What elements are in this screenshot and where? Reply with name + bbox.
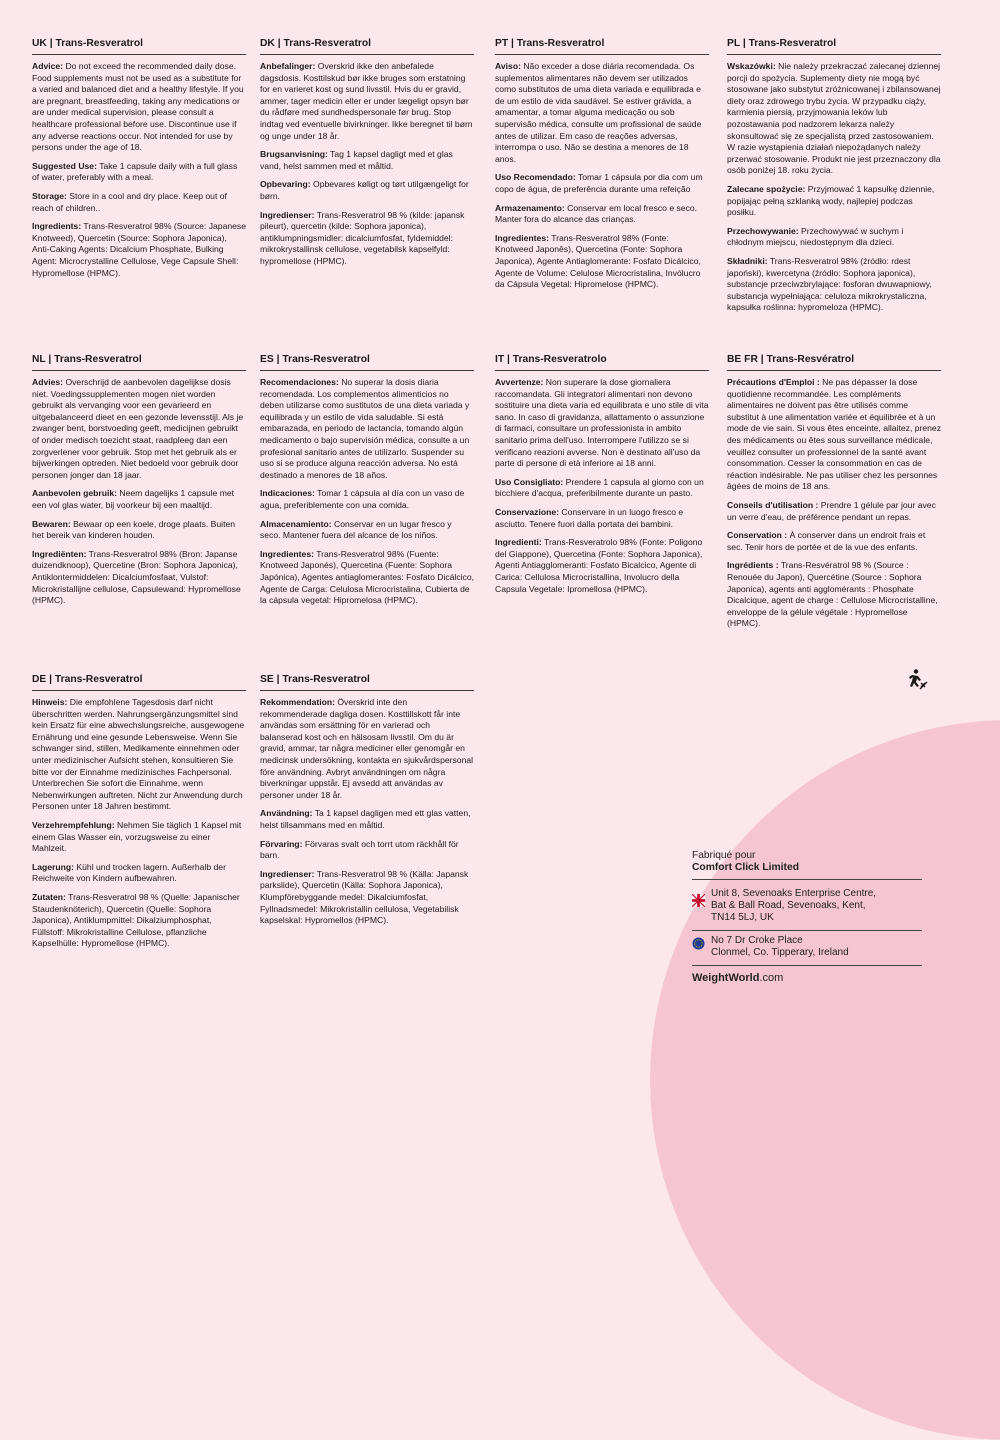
storage-paragraph xyxy=(32,191,246,214)
storage-text: Bewaar op een koele, droge plaats. Buiten het bereik van kinderen houden. xyxy=(32,518,236,541)
section-title: NL | Trans-Resveratrol xyxy=(32,354,246,371)
advice-text: Överskrid inte den rekommenderade dagliga dosen. Kosttillskott får inte användas som ersättning för en varierad och balanserad kost och en hälsosam livsstil. Om du är gravid, ammar, tar några mediciner eller genomgår en medicinsk undersökning, kontakta en sjukvårdspersonal före användning. Avbryt användningen om några biverkningar uppstår. Ej avsedd att användas av personer under 18 år. xyxy=(260,697,474,800)
ingredients-label: Ingredienser: xyxy=(260,209,315,220)
ingredients-text: Trans-Resveratrol 98% (źródło: rdest japoński), kwercetyna (źródło: Sophora japonica), substancje przeciwzbrylające: fosforan dwuwapniowy, substancja wypełniająca: celuloza mikrokrystaliczna, kapsułka roślinna: hypromeloza (HPMC). xyxy=(727,255,932,313)
ingredients-text: Trans-Resveratrol 98 % (Källa: Japansk parkslide), Quercetin (Källa: Sophora Japonica), Klumpförebyggande medel: Dikalciumfosfat, Fyllnadsmedel: Mikrokristallin cellulosa, Vegetabilisk kapselskal: Hypromellos (HPMC). xyxy=(260,868,469,926)
advice-label: Rekommendation: xyxy=(260,697,335,707)
storage-label: Förvaring: xyxy=(260,838,303,849)
advice-label: Advies: xyxy=(32,377,64,387)
use-text: Przyjmować 1 kapsułkę dziennie, popijając pełną szklanką wody, najlepiej podczas posiłku. xyxy=(727,183,935,218)
use-label: Zalecane spożycie: xyxy=(727,183,806,194)
storage-paragraph xyxy=(727,530,941,553)
advice-text: Die empfohlene Tagesdosis darf nicht überschritten werden. Nahrungsergänzungsmittel sind kein Ersatz für eine abwechslungsreiche, ausgewogene Ernährung und eine gesunde Lebensweise. Wenn Sie schwanger sind, stillen, Medikamente einnehmen oder unter medizinischer Aufsicht stehen, konsultieren Sie bitte vor der Einnahme medizinisches Fachpersonal. Unterbrechen Sie sofort die Einnahme, wenn Nebenwirkungen auftreten. Nicht zur Anwendung durch Personen unter 18 Jahren bestimmt. xyxy=(32,697,245,812)
use-label: Verzehrempfehlung: xyxy=(32,819,115,830)
advice-paragraph xyxy=(260,697,474,801)
ingredients-label: Ingrédients : xyxy=(727,560,779,571)
use-paragraph xyxy=(260,488,474,511)
section-title: ES | Trans-Resveratrol xyxy=(260,354,474,371)
storage-label: Bewaren: xyxy=(32,518,71,529)
section-title: SE | Trans-Resveratrol xyxy=(260,674,474,691)
section-es xyxy=(260,354,474,614)
website-tld: .com xyxy=(759,972,784,984)
section-nl xyxy=(32,354,246,614)
storage-text: Opbevares køligt og tørt utilgængeligt for børn. xyxy=(260,179,469,201)
advice-label: Advice: xyxy=(32,61,64,71)
advice-label: Recomendaciones: xyxy=(260,377,339,387)
advice-paragraph xyxy=(727,61,941,177)
ingredients-paragraph xyxy=(260,549,474,607)
storage-label: Lagerung: xyxy=(32,861,75,872)
section-title: IT | Trans-Resveratrolo xyxy=(495,354,709,371)
advice-label: Précautions d'Emploi : xyxy=(727,377,820,387)
ingredients-text: Trans-Resveratrolo 98% (Fonte: Poligono del Giappone), Quercetina (Fonte: Sophora Japonica), Agenti Antiagglomeranti: Fosfato Bicalcico, Agente di Carica: Cellulosa Microcristallina, Involucro della Capsula Vegetale: Ipromellosa (HPMC). xyxy=(495,537,703,594)
storage-label: Storage: xyxy=(32,190,67,201)
advice-text: Non superare la dose giornaliera raccomandata. Gli integratori alimentari non devono sostituire una dieta varia ed equilibrata e uno stile di vita sano. In caso di gravidanza, allattamento o assunzione di farmaci, consultare un professionista in ambito sanitario prima dell'uso. Interrompere l'utilizzo se si verificano reazioni avverse. Non è destinato all'uso da parte di persone di età inferiore ai 18 anni. xyxy=(495,377,709,469)
storage-text: À conserver dans un endroit frais et sec. Tenir hors de portée et de la vue des enfants. xyxy=(727,530,926,552)
ingredients-label: Ingredients: xyxy=(32,221,82,232)
ingredients-paragraph xyxy=(727,560,941,630)
advice-paragraph xyxy=(495,61,709,165)
address-line: Unit 8, Sevenoaks Enterprise Centre, xyxy=(711,888,877,899)
storage-paragraph xyxy=(32,519,246,542)
storage-label: Przechowywanie: xyxy=(727,225,799,236)
storage-paragraph xyxy=(495,203,709,226)
use-paragraph xyxy=(260,149,474,172)
eu-flag-icon xyxy=(692,937,705,950)
storage-text: Przechowywać w suchym i chłodnym miejscu, niedostępnym dla dzieci. xyxy=(727,225,904,248)
storage-text: Kühl und trocken lagern. Außerhalb der Reichweite von Kindern aufbewahren. xyxy=(32,861,226,884)
ingredients-label: Ingredienti: xyxy=(495,537,542,548)
advice-text: Overschrijd de aanbevolen dagelijkse dosis niet. Voedingssupplementen mogen niet worden gebruikt als vervanging voor een gevarieerd en uitgebalanceerd dieet en een gezonde levensstijl. Als je zwanger bent, borstvoeding geeft, medicijnen gebruikt of onder medisch toezicht staat, raadpleeg dan een zorgverlener voor gebruik. Stop met het gebruik als er bijwerkingen optreden. Niet bedoeld voor gebruik door personen jonger dan 18 jaar. xyxy=(32,377,244,480)
advice-label: Hinweis: xyxy=(32,697,68,707)
ingredients-label: Ingrediënten: xyxy=(32,548,87,559)
storage-paragraph xyxy=(260,839,474,862)
use-text: Tomar 1 cápsula al día con un vaso de agua, preferiblemente con una comida. xyxy=(260,488,465,510)
use-text: Ta 1 kapsel dagligen med ett glas vatten, helst tillsammans med en måltid. xyxy=(260,808,471,830)
storage-label: Conservation : xyxy=(727,530,788,541)
use-label: Användning: xyxy=(260,808,313,819)
section-uk xyxy=(32,38,246,286)
advice-paragraph xyxy=(32,697,246,813)
storage-label: Opbevaring: xyxy=(260,179,311,190)
section-pl xyxy=(727,38,941,321)
section-it xyxy=(495,354,709,602)
use-text: Take 1 capsule daily with a full glass of water, preferably with a meal. xyxy=(32,160,238,183)
ingredients-text: Trans-Resveratrol 98 % (Quelle: Japanischer Staudenknöterich), Quercetin (Quelle: Sophora Japonica), Antiklumpmittel: Dikalziumphosphat, Füllstoff: Mikrokristalline Cellulose, pflanzliche Kapselhülle: Hypromellose (HPMC). xyxy=(32,891,240,949)
tidyman-recycle-icon xyxy=(906,668,928,690)
use-paragraph xyxy=(32,161,246,184)
advice-label: Anbefalinger: xyxy=(260,61,316,71)
advice-paragraph xyxy=(727,377,941,493)
use-paragraph xyxy=(495,477,709,500)
storage-paragraph xyxy=(32,862,246,885)
use-paragraph xyxy=(32,820,246,855)
ingredients-text: Trans-Resvératrol 98 % (Source : Renouée du Japon), Quercétine (Source : Sophora Japonica), agents anti agglomérants : Phosphate Dicalcique, agent de charge : Cellulose Microcristalline, enveloppe de la gélule végétale : Hypromellose (HPMC). xyxy=(727,560,938,629)
storage-text: Store in a cool and dry place. Keep out of reach of children.. xyxy=(32,190,227,213)
section-title: UK | Trans-Resveratrol xyxy=(32,38,246,55)
ingredients-paragraph xyxy=(727,256,941,314)
address-line: Bat & Ball Road, Sevenoaks, Kent, xyxy=(711,900,866,911)
storage-paragraph xyxy=(260,519,474,542)
advice-paragraph xyxy=(260,61,474,142)
advice-text: Não exceder a dose diária recomendada. Os suplementos alimentares não devem ser utilizados como substitutos de uma dieta variada e equilibrada e de um estilo de vida saudável. Se estiver grávida, a amamentar, a tomar alguma medicação ou sob supervisão médica, consulte um profissional de saúde antes de utilizar. Em caso de reações adversas, interrompa o uso. Não se destina a menores de 18 anos. xyxy=(495,61,702,164)
storage-paragraph xyxy=(495,507,709,530)
manufacturer-info xyxy=(692,850,922,984)
ingredients-paragraph xyxy=(32,221,246,279)
section-title: BE FR | Trans-Resvératrol xyxy=(727,354,941,371)
use-paragraph xyxy=(727,500,941,523)
ingredients-label: Zutaten: xyxy=(32,891,66,902)
use-text: Prendre 1 gélule par jour avec un verre d'eau, de préférence pendant un repas. xyxy=(727,499,936,522)
section-pt xyxy=(495,38,709,298)
advice-paragraph xyxy=(260,377,474,481)
storage-label: Armazenamento: xyxy=(495,202,565,213)
website-brand: WeightWorld xyxy=(692,972,760,984)
advice-label: Aviso: xyxy=(495,61,521,71)
ingredients-paragraph xyxy=(260,210,474,268)
ingredients-label: Składniki: xyxy=(727,255,768,266)
section-title: PL | Trans-Resveratrol xyxy=(727,38,941,55)
use-label: Uso Recomendado: xyxy=(495,172,576,183)
use-label: Suggested Use: xyxy=(32,160,97,171)
use-text: Neem dagelijks 1 capsule met een vol glas water, bij voorkeur bij een maaltijd. xyxy=(32,488,235,510)
section-be-fr xyxy=(727,354,941,637)
uk-flag-icon xyxy=(692,894,705,907)
section-title: DE | Trans-Resveratrol xyxy=(32,674,246,691)
storage-text: Conservar en un lugar fresco y seco. Mantener fuera del alcance de los niños. xyxy=(260,518,452,541)
advice-paragraph xyxy=(32,61,246,154)
use-label: Conseils d'utilisation : xyxy=(727,499,819,510)
use-text: Prendere 1 capsula al giorno con un bicchiere d'acqua, preferibilmente durante un pasto. xyxy=(495,476,704,499)
website-url[interactable] xyxy=(692,972,922,984)
advice-text: Ne pas dépasser la dose quotidienne recommandée. Les compléments alimentaires ne doivent pas être utilisés comme substitut à une alimentation variée et équilibrée et à un mode de vie sain. Si vous êtes enceinte, allaitez, prenez des médicaments ou êtes sous surveillance médicale, veuillez consulter un professionnel de la santé avant consommation. Cesser la consommation en cas de réaction indésirable. Ne pas utiliser chez les personnes âgées de moins de 18 ans. xyxy=(727,377,942,492)
use-text: Nehmen Sie täglich 1 Kapsel mit einem Glas Wasser ein, vorzugsweise zu einer Mahlzeit. xyxy=(32,819,242,854)
advice-label: Wskazówki: xyxy=(727,61,776,71)
advice-paragraph xyxy=(495,377,709,470)
company-name: Comfort Click Limited xyxy=(692,862,922,880)
ingredients-text: Trans-Resveratrol 98% (Fonte: Knotweed Japonês), Quercetina (Fonte: Sophora Japonica), Agente Antiaglomerante: Fosfato Dicálcico, Agente de Volume: Celulose Microcristalina, Invólucro da Cápsula Vegetal: Hipromelose (HPMC). xyxy=(495,232,701,290)
storage-text: Förvaras svalt och torrt utom räckhåll för barn. xyxy=(260,838,459,861)
use-label: Brugsanvisning: xyxy=(260,149,328,160)
ingredients-paragraph xyxy=(495,233,709,291)
address-line: No 7 Dr Croke Place xyxy=(711,935,803,946)
use-label: Aanbevolen gebruik: xyxy=(32,488,117,499)
section-dk xyxy=(260,38,474,275)
ingredients-label: Ingredientes: xyxy=(495,232,549,243)
uk-address-block xyxy=(692,884,922,931)
ingredients-label: Ingredientes: xyxy=(260,548,314,559)
made-for-label: Fabriqué pour xyxy=(692,850,756,861)
ingredients-paragraph xyxy=(495,537,709,595)
use-paragraph xyxy=(495,172,709,195)
ingredients-paragraph xyxy=(260,869,474,927)
ingredients-text: Trans-Resveratrol 98% (Fuente: Knotweed Japonés), Quercetina (Fuente: Sophora Japónica), Agentes antiaglomerantes: Fosfato Dicálcico, Agente de Carga: Celulosa Microcristalina, Cubierta de la cápsula vegetal: Hipromelosa (HPMC). xyxy=(260,548,475,606)
ingredients-label: Ingredienser: xyxy=(260,868,315,879)
address-line: TN14 5LJ, UK xyxy=(711,912,774,923)
ingredients-paragraph xyxy=(32,892,246,950)
storage-label: Almacenamiento: xyxy=(260,518,332,529)
decorative-pink-circle xyxy=(650,720,1000,1440)
section-se xyxy=(260,674,474,934)
storage-text: Conservare in un luogo fresco e asciutto. Tenere fuori dalla portata dei bambini. xyxy=(495,506,684,529)
storage-paragraph xyxy=(260,179,474,202)
ingredients-paragraph xyxy=(32,549,246,607)
advice-text: No superar la dosis diaria recomendada. Los complementos alimenticios no deben utilizarse como sustitutos de una dieta variada y equilibrada y un estilo de vida saludable. Si está embarazada, en periodo de lactancia, tomando algún medicamento o bajo supervisión médica, consulte a un profesional sanitario antes de utilizarlo. Suspender su uso si se produce alguna reacción adversa. No está destinado a menores de 18 años. xyxy=(260,377,470,480)
use-paragraph xyxy=(727,184,941,219)
storage-text: Conservar em local fresco e seco. Manter fora do alcance das crianças. xyxy=(495,202,698,225)
advice-paragraph xyxy=(32,377,246,481)
ingredients-text: Trans-Resveratrol 98% (Bron: Japanse duizendknoop), Quercetine (Bron: Sophora Japonica), Antiklontermiddelen: Dicalciumfosfaat, Vulstof: Microkristallijne cellulose, Capsulewand: Hypromellose (HPMC). xyxy=(32,548,241,606)
use-paragraph xyxy=(32,488,246,511)
use-label: Uso Consigliato: xyxy=(495,476,564,487)
section-de xyxy=(32,674,246,957)
ingredients-text: Trans-Resveratrol 98% (Source: Japanese Knotweed), Quercetin (Source: Sophora Japonica), Anti-Caking Agents: Dicalcium Phosphate, Bulking Agent: Microcrystalline Cellulose, Vege Capsule Shell: Hypromellose (HPMC). xyxy=(32,221,246,278)
storage-label: Conservazione: xyxy=(495,506,559,517)
advice-label: Avvertenze: xyxy=(495,377,544,387)
address-line: Clonmel, Co. Tipperary, Ireland xyxy=(711,947,849,958)
section-title: DK | Trans-Resveratrol xyxy=(260,38,474,55)
storage-paragraph xyxy=(727,226,941,249)
advice-text: Overskrid ikke den anbefalede dagsdosis. Kosttilskud bør ikke bruges som erstatning for en varieret kost og sund livsstil. Hvis du er gravid, ammer, tager medicin eller er under lægeligt opsyn bør du rådføre med sundhedspersonale før brug. Stop indtag ved eventuelle bivirkninger. Ikke beregnet til børn og unge under 18 år. xyxy=(260,61,473,141)
ingredients-text: Trans-Resveratrol 98 % (kilde: japansk pileurt), quercetin (kilde: Sophora japonica), antiklumpningsmidler: dicalciumfosfat, fyldemiddel: mikrokrystallinsk cellulose, vegetabilsk kapselfyld: hypromellose (HPMC). xyxy=(260,209,465,266)
advice-text: Nie należy przekraczać zalecanej dziennej porcji do spożycia. Suplementy diety nie mogą być stosowane jako substytut zróżnicowanej i zbilansowanej diety oraz zdrowego trybu życia. W przypadku ciąży, karmienia piersią, przyjmowania leków lub pozostawania pod nadzorem lekarza należy skonsultować się ze specjalistą przed zastosowaniem. W razie wystąpienia działań niepożądanych należy przerwać stosowanie. Produkt nie jest przeznaczony dla osób poniżej 18. roku życia. xyxy=(727,61,941,176)
use-paragraph xyxy=(260,808,474,831)
use-label: Indicaciones: xyxy=(260,488,315,499)
ie-address-block xyxy=(692,931,922,966)
use-text: Tag 1 kapsel dagligt med et glas vand, helst sammen med et måltid. xyxy=(260,149,453,171)
advice-text: Do not exceed the recommended daily dose. Food supplements must not be used as a substitute for a varied and balanced diet and a healthy lifestyle. If you are pregnant, breastfeeding, taking any medications or are under medical supervision, please consult a healthcare professional before use. Discontinue use if any adverse reactions occur. Not intended for use by persons under the age of 18. xyxy=(32,61,244,153)
section-title: PT | Trans-Resveratrol xyxy=(495,38,709,55)
use-text: Tomar 1 cápsula por dia com um copo de água, de preferência durante uma refeição xyxy=(495,172,703,194)
